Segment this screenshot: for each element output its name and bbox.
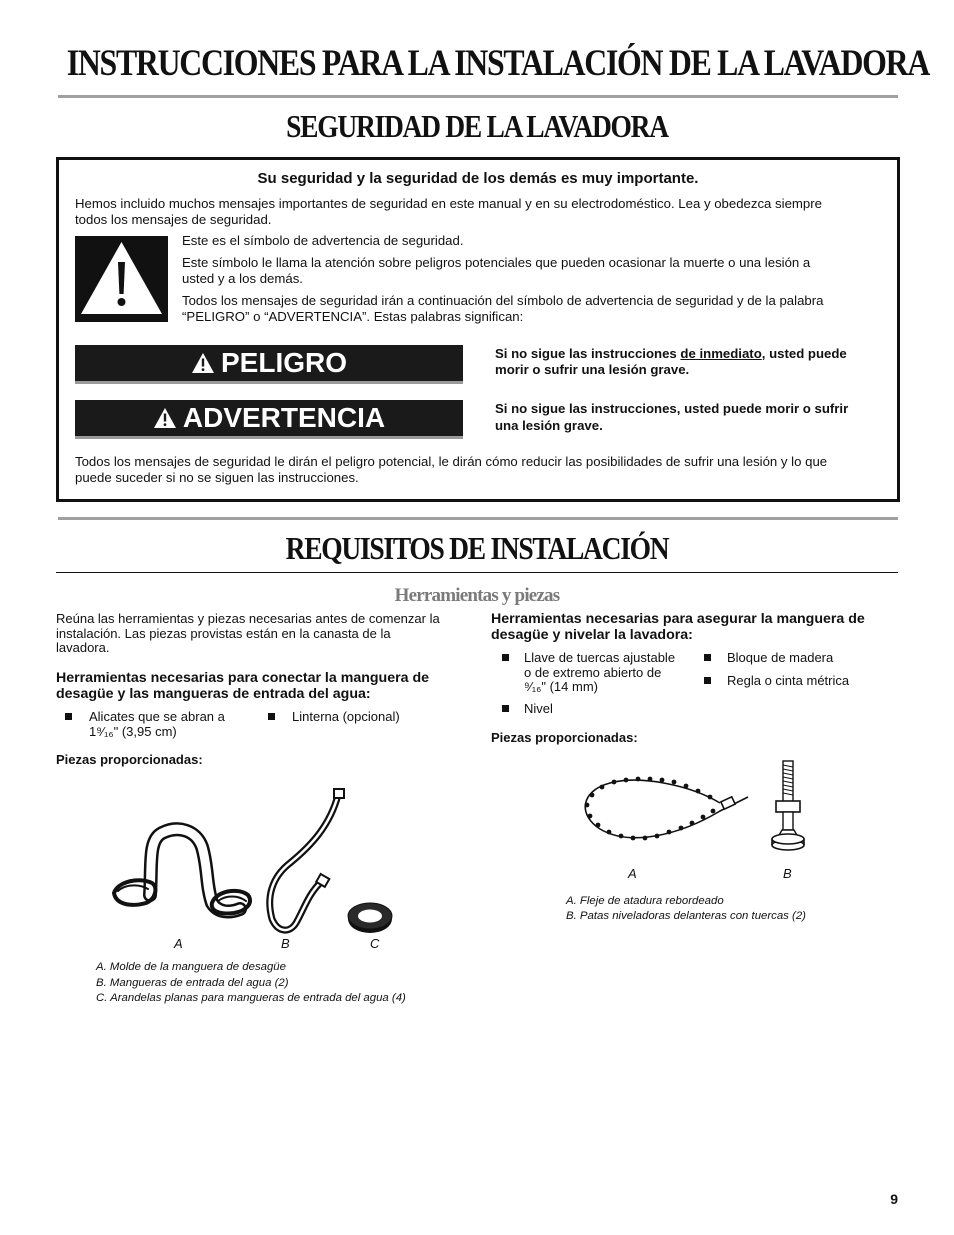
bullet [502, 705, 509, 712]
left-intro-line1: Reúna las herramientas y piezas necesarias antes de comenzar la [56, 611, 440, 626]
warning-banner [75, 400, 463, 436]
warning-text-line2: una lesión grave. [495, 418, 603, 433]
left-label-b: B [281, 936, 290, 951]
right-tool2: Bloque de madera [727, 650, 834, 665]
page-number: 9 [890, 1191, 898, 1207]
right-tool4: Nivel [524, 701, 553, 716]
right-tool1-line1: Llave de tuercas ajustable [524, 650, 676, 665]
bullet [65, 713, 72, 720]
right-tool3: Regla o cinta métrica [727, 673, 850, 688]
requirements-rule [56, 572, 898, 573]
danger-text-pre: Si no sigue las instrucciones [495, 346, 681, 361]
right-caption-b: B. Patas niveladoras delanteras con tuercas (2) [566, 910, 806, 922]
left-tools-heading-line1: Herramientas necesarias para conectar la manguera de [56, 670, 430, 686]
left-tool1-line2: 1⁹⁄₁₆" (3,95 cm) [89, 724, 177, 739]
leveling-foot-image [772, 761, 804, 850]
danger-label: PELIGRO [220, 347, 347, 378]
right-label-a: A [628, 866, 637, 881]
section-divider [58, 517, 898, 520]
safety-alert-symbol [75, 236, 168, 322]
right-tools-heading-line1: Herramientas necesarias para asegurar la manguera de [491, 611, 865, 627]
page-title: INSTRUCCIONES PARA LA INSTALACIÓN DE LA LAVADORA [66, 43, 930, 84]
right-tool1-line2: o de extremo abierto de [524, 665, 662, 680]
safety-footer-line1: Todos los mensajes de seguridad le dirán el peligro potencial, le dirán cómo reducir las posibilidades de sufrir una lesión y lo que [75, 454, 828, 469]
symbol-text-3-line1: Todos los mensajes de seguridad irán a continuación del símbolo de advertencia de seguridad y de la palabra [182, 293, 824, 308]
safety-footer-line2: puede suceder si no se siguen las instrucciones. [75, 470, 359, 485]
left-parts-illustration [100, 785, 400, 935]
danger-text-line1 [495, 346, 847, 362]
symbol-text-1: Este es el símbolo de advertencia de seguridad. [182, 233, 464, 248]
drain-hose-form-image [114, 829, 250, 913]
inlet-hose-image [270, 789, 344, 930]
left-tool1-line1: Alicates que se abran a [89, 709, 225, 724]
warning-triangle-icon [191, 352, 215, 374]
left-tool2: Linterna (opcional) [292, 709, 400, 724]
subsection-title: Herramientas y piezas [394, 585, 560, 606]
right-tool1-line3: ⁹⁄₁₆" (14 mm) [524, 679, 598, 694]
left-intro-line2: instalación. Las piezas provistas están en la canasta de la [56, 626, 391, 641]
right-label-b: B [783, 866, 792, 881]
title-divider [58, 95, 898, 98]
danger-banner [75, 345, 463, 381]
section-title-safety: SEGURIDAD DE LA LAVADORA [286, 108, 668, 144]
left-caption-c: C. Arandelas planas para mangueras de entrada del agua (4) [96, 992, 406, 1004]
beaded-tie-strap-image [585, 777, 748, 841]
symbol-text-3-line2: “PELIGRO” o “ADVERTENCIA”. Estas palabras significan: [182, 309, 524, 324]
right-caption-a: A. Fleje de atadura rebordeado [566, 895, 724, 907]
right-tools-heading-line2: desagüe y nivelar la lavadora: [491, 627, 693, 643]
flat-washer-image [348, 903, 392, 933]
bullet [704, 654, 711, 661]
symbol-text-2-line1: Este símbolo le llama la atención sobre peligros potenciales que pueden ocasionar la muerte o una lesión a [182, 255, 811, 270]
bullet [502, 654, 509, 661]
bullet [268, 713, 275, 720]
left-parts-heading: Piezas proporcionadas: [56, 752, 203, 767]
right-parts-illustration [570, 755, 830, 860]
left-label-c: C [370, 936, 380, 951]
warning-triangle-icon [153, 407, 177, 429]
left-tools-heading-line2: desagüe y las mangueras de entrada del agua: [56, 686, 371, 702]
left-intro-line3: lavadora. [56, 640, 110, 655]
left-label-a: A [174, 936, 183, 951]
safety-heading: Su seguridad y la seguridad de los demás es muy importante. [257, 170, 699, 187]
left-caption-b: B. Mangueras de entrada del agua (2) [96, 977, 289, 989]
danger-text-underlined: de inmediato [680, 346, 762, 361]
danger-text-post: , usted puede [761, 346, 847, 361]
safety-intro-line1: Hemos incluido muchos mensajes importantes de seguridad en este manual y en su electrodoméstico. Lea y obedezca siempre [75, 196, 822, 211]
danger-text-line2: morir o sufrir una lesión grave. [495, 362, 690, 377]
warning-text-line1: Si no sigue las instrucciones, usted puede morir o sufrir [495, 401, 849, 416]
section-title-requirements: REQUISITOS DE INSTALACIÓN [285, 530, 669, 566]
right-parts-heading: Piezas proporcionadas: [491, 730, 638, 745]
left-caption-a: A. Molde de la manguera de desagüe [96, 961, 286, 973]
safety-intro-line2: todos los mensajes de seguridad. [75, 212, 272, 227]
warning-triangle-icon [75, 236, 168, 322]
symbol-text-2-line2: usted y a los demás. [182, 271, 303, 286]
bullet [704, 677, 711, 684]
warning-label: ADVERTENCIA [182, 402, 386, 433]
